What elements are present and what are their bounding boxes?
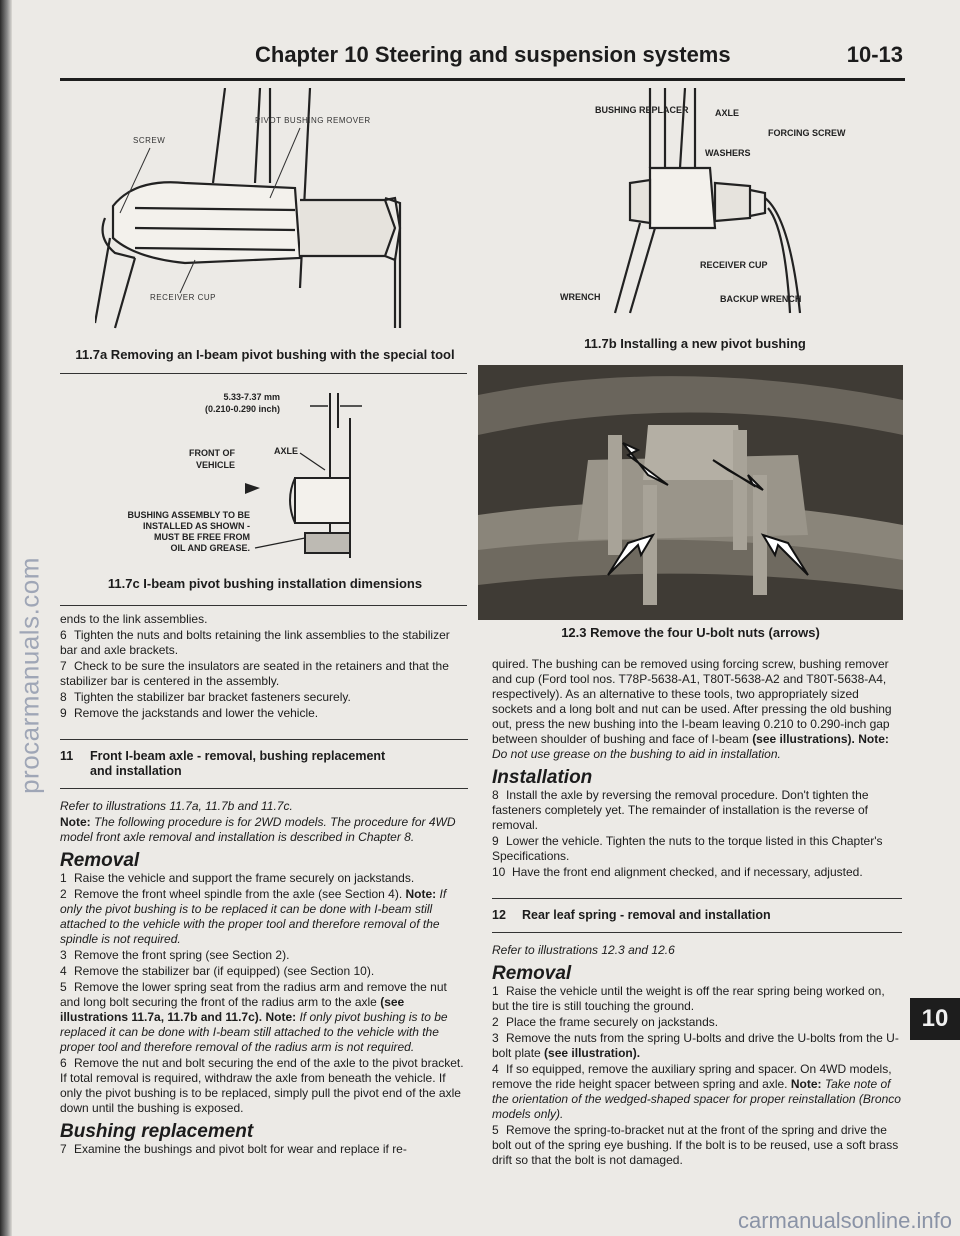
removal-heading: Removal: [60, 850, 140, 871]
label-bushing: BUSHING REPLACER: [595, 105, 689, 115]
label-vehicle: VEHICLE: [195, 460, 235, 470]
label-axle: AXLE: [273, 446, 298, 456]
page-header: [60, 38, 905, 81]
step-5: 5 Remove the lower spring seat from the radius arm and remove the nut and long bolt securing the front of the radius arm to the axle (see illustrations 11.7a, 11.7b and 11.7c). Note: If only pivot bushing is to be replaced it can be done with I-beam still attached to the vehicle with the proper tool and therefore removal of the radius arm is not required.: [60, 980, 448, 1054]
step-7b: 7 Examine the bushings and pivot bolt for wear and replace if re-: [60, 1142, 407, 1156]
step-8: 8 Install the axle by reversing the removal procedure. Don't tighten the fasteners completely yet. The remainder of installation is the reverse of removal.: [492, 788, 869, 832]
figure-11-7a-caption: 11.7a Removing an I-beam pivot bushing with the special tool: [75, 347, 455, 362]
figure-11-7c-caption: 11.7c I-beam pivot bushing installation dimensions: [107, 576, 423, 591]
divider: [60, 605, 467, 606]
step-9: 9 Remove the jackstands and lower the vehicle.: [60, 706, 319, 720]
step-6: 6 Tighten the nuts and bolts retaining the link assemblies to the stabilizer bar and axle brackets.: [60, 628, 450, 657]
step-1: 1 Raise the vehicle and support the frame securely on jackstands.: [60, 871, 415, 885]
chapter-title: Chapter 10 Steering and suspension systems: [255, 42, 731, 67]
step-10: 10 Have the front end alignment checked, and if necessary, adjusted.: [492, 865, 863, 879]
figure-11-7b: [500, 88, 900, 333]
procedure-note: Note: The following procedure is for 2WD models. The procedure for 4WD model front axle removal and installation is described in Chapter 8.: [60, 815, 456, 844]
bushing-replacement-heading: Bushing replacement: [60, 1121, 254, 1142]
step-9: 9 Lower the vehicle. Tighten the nuts to the torque listed in this Chapter's Specifications.: [492, 834, 883, 863]
section-12-heading: 12 Rear leaf spring - removal and installation: [492, 898, 902, 933]
step-4: 4 If so equipped, remove the auxiliary spring and spacer. On 4WD models, remove the ride height spacer between spring and axle. Note: Take note of the orientation of the wedged-shaped spacer for proper reinstallation (Bronco models only).: [492, 1062, 901, 1121]
u-bolt-photo: [478, 365, 903, 620]
label-note-2: INSTALLED AS SHOWN -: [143, 521, 250, 531]
figure-12-3-photo: [478, 365, 903, 620]
label-wrench: WRENCH: [560, 292, 601, 302]
installation-heading: Installation: [492, 767, 593, 788]
direction-arrow-icon: [245, 483, 260, 494]
figure-11-7c: [100, 388, 460, 573]
label-note-3: MUST BE FREE FROM: [154, 532, 250, 542]
pivot-bushing-install-illustration: [500, 88, 900, 333]
page-number: 10-13: [846, 42, 903, 67]
pivot-bushing-remover-illustration: [95, 88, 475, 343]
divider: [60, 373, 467, 374]
step-8: 8 Tighten the stabilizer bar bracket fasteners securely.: [60, 690, 351, 704]
label-forcing-screw: FORCING SCREW: [768, 128, 846, 138]
removal-heading: Removal: [492, 963, 572, 984]
label-dim-inch: (0.210-0.290 inch): [204, 404, 280, 414]
footer-watermark: carmanualsonline.info: [737, 1208, 952, 1233]
step-2: 2 Place the frame securely on jackstands.: [492, 1015, 719, 1029]
refer-note: Refer to illustrations 12.3 and 12.6: [492, 943, 675, 957]
label-note-1: BUSHING ASSEMBLY TO BE: [127, 510, 250, 520]
right-text-column: [492, 657, 902, 1169]
step-2: 2 Remove the front wheel spindle from the axle (see Section 4). Note: If only the pivot bushing is to be replaced it can be done with I-beam still attached to the vehicle with the proper tool and therefore removal of the spindle is not required.: [60, 887, 447, 946]
label-note-4: OIL AND GREASE.: [170, 543, 250, 553]
step-5: 5 Remove the spring-to-bracket nut at the front of the spring and drive the bolt out of the spring eye bushing. If the bolt is to be reused, use a soft brass drift so that the bolt is not damaged.: [492, 1123, 899, 1167]
step-1: 1 Raise the vehicle until the weight is off the rear spring being worked on, but the tire is still touching the ground.: [492, 984, 885, 1013]
label-front-of: FRONT OF: [189, 448, 235, 458]
figure-11-7b-caption: 11.7b Installing a new pivot bushing: [584, 336, 806, 351]
label-receiver-cup: RECEIVER CUP: [150, 293, 217, 302]
step-7: 7 Check to be sure the insulators are seated in the retainers and that the stabilizer bar is centered in the assembly.: [60, 659, 449, 688]
step-3: 3 Remove the front spring (see Section 2).: [60, 948, 290, 962]
label-axle: AXLE: [715, 108, 740, 118]
section-11-heading: 11 Front I-beam axle - removal, bushing replacement and installation: [60, 739, 468, 789]
chapter-thumb-tab: 10: [910, 998, 960, 1040]
figure-11-7a: [95, 88, 475, 343]
paragraph: ends to the link assemblies.: [60, 612, 208, 626]
step-6b: 6 Remove the nut and bolt securing the end of the axle to the pivot bracket. If total removal is required, withdraw the axle from beneath the vehicle. If only the pivot bushing is to be replaced, simply pull the pivot end of the axle down until the bushing is exposed.: [60, 1056, 464, 1115]
bushing-dimension-illustration: [100, 388, 460, 573]
step-3: 3 Remove the nuts from the spring U-bolts and drive the U-bolts from the U-bolt plate (see illustration).: [492, 1031, 899, 1060]
step-4: 4 Remove the stabilizer bar (if equipped) (see Section 10).: [60, 964, 375, 978]
label-dim-mm: 5.33-7.37 mm: [223, 392, 280, 402]
label-backup-wrench: BACKUP WRENCH: [720, 294, 802, 304]
paragraph: quired. The bushing can be removed using forcing screw, bushing remover and cup (Ford tool nos. T78P-5638-A1, T80T-5638-A2 and T80T-5638-A4, respectively). As an alternative to these tools, two appropriately sized sockets and a long bolt and nut can be used. After pressing the old bushing out, press the new bushing into the I-beam leaving 0.210 to 0.290-inch gap between shoulder of bushing and face of I-beam (see illustrations). Note: Do not use grease on the bushing to aid in installation.: [492, 657, 892, 761]
figure-12-3-caption: 12.3 Remove the four U-bolt nuts (arrows): [561, 625, 820, 640]
label-washers: WASHERS: [705, 148, 751, 158]
label-pivot-bushing-remover: PIVOT BUSHING REMOVER: [255, 116, 371, 125]
side-watermark: procarmanuals.com: [14, 557, 45, 794]
refer-note: Refer to illustrations 11.7a, 11.7b and 11.7c.: [60, 799, 293, 813]
label-receiver-cup: RECEIVER CUP: [700, 260, 768, 270]
label-screw: SCREW: [133, 136, 166, 145]
left-text-column: [60, 612, 468, 1158]
